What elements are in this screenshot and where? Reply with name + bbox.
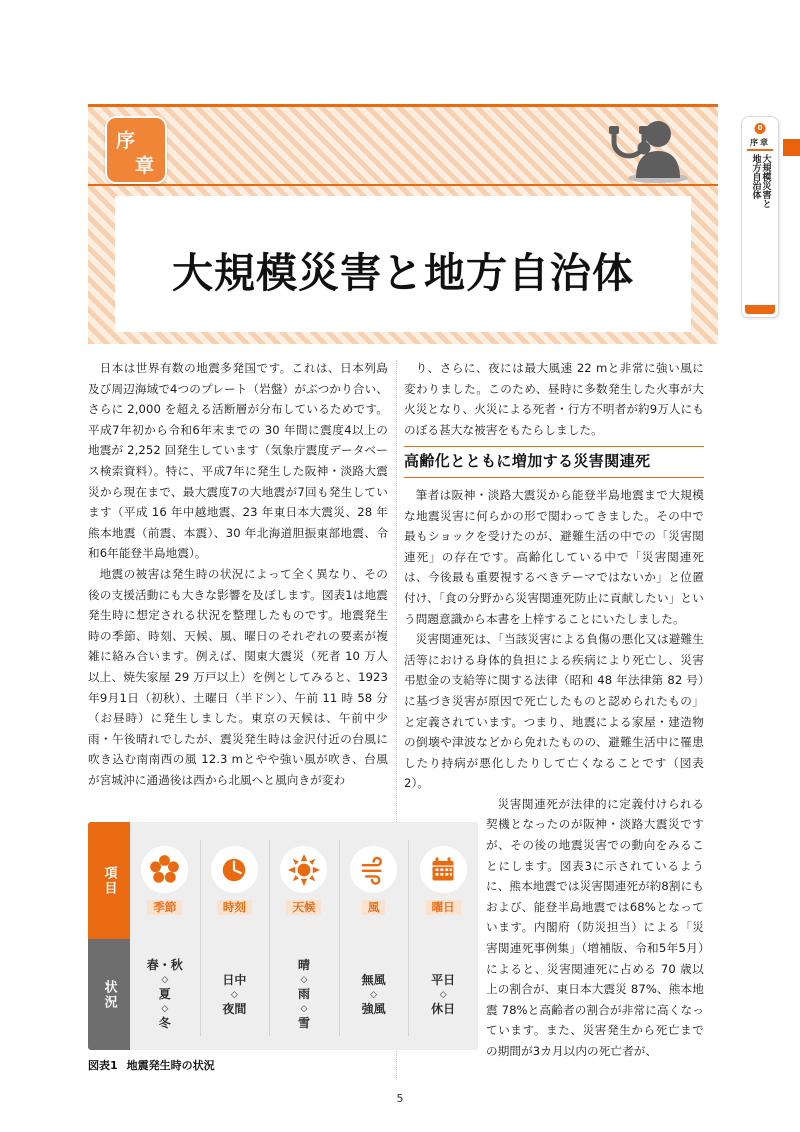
figure-state-cell xyxy=(130,939,200,1050)
chapter-title-card xyxy=(115,196,691,332)
figure-state-value: 夜間 xyxy=(222,1001,247,1016)
figure-caption-text: 地震発生時の状況 xyxy=(126,1059,215,1072)
figure-state-value: 春・秋 xyxy=(146,958,183,972)
figure-column-weather xyxy=(269,822,339,1050)
figure-item-cell xyxy=(130,822,200,939)
figure-state-value: 冬 xyxy=(158,1016,171,1030)
side-tab-footer-bar xyxy=(745,305,775,314)
figure-column-time xyxy=(200,822,270,1050)
clock-icon xyxy=(211,846,258,893)
figure-item-label: 季節 xyxy=(147,900,182,915)
side-tab-vertical-title-2: 地方自治体 xyxy=(750,154,761,199)
sun-icon xyxy=(280,846,327,893)
figure-state-value: 雨 xyxy=(297,987,310,1001)
left-text-column xyxy=(88,358,388,790)
paragraph: 地震の被害は発生時の状況によって全く異なり、その後の支援活動にも大きな影響を及ぼします。図表1は地震発生時に想定される状況を整理したものです。地震発生時の季節、時刻、天候、風、曜日のそれぞれの要素が複雑に絡み合います。例えば、関東大震災（死者 10 万人以上、焼失家屋 29 万戸以上）を例としてみると、1923 年9月1日（初秋）、土曜日（半ドン）、午前 11 時 58 分（お昼時）に発生しました。東京の天候は、午前中少雨・午後晴れでしたが、震災発生時は金沢付近の台風に吹き込む南南西の風 12.3 mとやや強い風が吹き、台風が宮城沖に通過後は西から北風へと風向きが変わ xyxy=(88,566,388,787)
figure-state-separator: ◇ xyxy=(161,1004,169,1014)
figure-row-label-item: 項目 xyxy=(88,822,130,939)
paragraph: り、さらに、夜には最大風速 22 mと非常に強い風に変わりました。このため、昼時に多数発生した火事が大火災となり、火災による死者・行方不明者が約9万人にものぼる甚大な被害をもたらしました。 xyxy=(404,361,704,437)
paragraph: 災害関連死は、「当該災害による負傷の悪化又は避難生活等における身体的負担による疾病により死亡し、災害弔慰金の支給等に関する法律（昭和 48 年法律第 82 号）に基づき災害が原因で死亡したものと認められたもの」と定義されています。つまり、地震による家屋・建造物の倒壊や津波などから免れたものの、避難生活中に罹患したり持病が悪化したりして亡くなることです（図表 2）。 xyxy=(404,632,704,791)
side-chapter-tab[interactable] xyxy=(741,116,779,318)
figure-item-label: 風 xyxy=(362,900,386,915)
figure-column-wind xyxy=(339,822,409,1050)
figure-state-separator: ◇ xyxy=(300,1004,308,1014)
figure-item-label: 曜日 xyxy=(426,900,461,915)
paragraph: 筆者は阪神・淡路大震災から能登半島地震まで大規模な地震災害に何らかの形で関わってきました。その中で最もショックを受けたのが、避難生活の中での「災害関連死」の存在です。高齢化している中で「災害関連死は、今後最も重要視するべきテーマではないか」と位置付け、「食の分野から災害関連死防止に貢献したい」という問題意識から本書を上梓することにいたしました。 xyxy=(404,487,704,626)
figure-state-cell xyxy=(339,939,409,1050)
figure-column-season xyxy=(130,822,200,1050)
figure-state-value: 休日 xyxy=(431,1001,456,1016)
calendar-icon xyxy=(420,846,467,893)
page-title: 大規模災害と地方自治体 xyxy=(172,249,634,297)
figure-state-value: 無風 xyxy=(361,972,386,987)
figure-1 xyxy=(88,822,478,1050)
figure-state-cell xyxy=(408,939,478,1050)
figure-state-value: 雪 xyxy=(297,1016,310,1030)
figure-state-separator: ◇ xyxy=(370,989,378,1000)
paragraph: 日本は世界有数の地震多発国です。これは、日本列島及び周辺海域で4つのプレート（岩盤）がぶつかり合い、さらに 2,000 を超える活断層が分布しているためです。平成7年初から令和6年末までの 30 年間に震度4以上の地震が 2,252 回発生しています（気象庁震度データベース検索資料）。特に、平成7年に発生した阪神・淡路大震災から現在まで、最大震度7の大地震が7回も発生しています（平成 16 年中越地震、23 年東日本大震災、28 年熊本地震（前震、本震）、30 年北海道胆振東部地震、令和6年能登半島地震）。 xyxy=(88,361,388,561)
figure-state-cell xyxy=(269,939,339,1050)
figure-item-cell xyxy=(269,822,339,939)
section-heading: 高齢化とともに増加する災害関連死 xyxy=(404,446,704,478)
figure-caption-number: 図表1 xyxy=(88,1059,118,1072)
figure-state-value: 強風 xyxy=(361,1001,386,1016)
page-number: 5 xyxy=(396,1092,404,1105)
figure-state-value: 夏 xyxy=(158,987,171,1001)
figure-state-separator: ◇ xyxy=(300,975,308,985)
chapter-badge-char-2: 章 xyxy=(135,155,155,177)
paragraph: 災害関連死が法律的に定義付けられる契機となったのが阪神・淡路大震災ですが、その後の地震災害での動向をみることにします。図表3に示されているように、熊本地震では災害関連死が約8割にもおよび、能登半島地震では68%となっています。内閣府（防災担当）による「災害関連死事例集」（増補版、令和5年5月）によると、災害関連死に占める 70 歳以上の割合が、東日本大震災 87%、熊本地震 78%と高齢者の割合が非常に高くなっています。また、災害発生から死亡までの期間が3カ月以内の死亡者が、 xyxy=(486,796,704,1058)
chapter-badge-char-1: 序 xyxy=(116,130,136,152)
figure-item-label: 時刻 xyxy=(217,900,252,915)
figure-item-label: 天候 xyxy=(286,900,321,915)
figure-state-separator: ◇ xyxy=(161,975,169,985)
figure-state-separator: ◇ xyxy=(230,989,238,1000)
figure-columns xyxy=(130,822,478,1050)
person-with-stethoscope-icon xyxy=(596,118,696,184)
figure-state-cell xyxy=(200,939,270,1050)
figure-state-separator: ◇ xyxy=(439,989,447,1000)
flower-icon xyxy=(141,846,188,893)
figure-state-value: 日中 xyxy=(222,972,247,987)
figure-column-weekday xyxy=(408,822,478,1050)
side-tab-number-badge: 0 xyxy=(755,123,766,134)
side-tab-chapter-label: 序章 xyxy=(750,138,770,147)
side-tab-underline xyxy=(747,149,773,151)
side-tab-accent-bar xyxy=(783,139,800,156)
side-tab-vertical-title-1: 大規模災害と xyxy=(760,154,771,208)
wind-icon xyxy=(350,846,397,893)
figure-panel xyxy=(88,822,478,1050)
figure-item-cell xyxy=(200,822,270,939)
figure-state-value: 晴 xyxy=(297,958,310,972)
figure-row-label-state: 状況 xyxy=(88,939,130,1050)
figure-caption xyxy=(88,1057,215,1073)
figure-item-cell xyxy=(408,822,478,939)
figure-item-cell xyxy=(339,822,409,939)
chapter-badge xyxy=(105,116,167,184)
figure-state-value: 平日 xyxy=(431,972,456,987)
header-divider-rule xyxy=(88,184,718,186)
